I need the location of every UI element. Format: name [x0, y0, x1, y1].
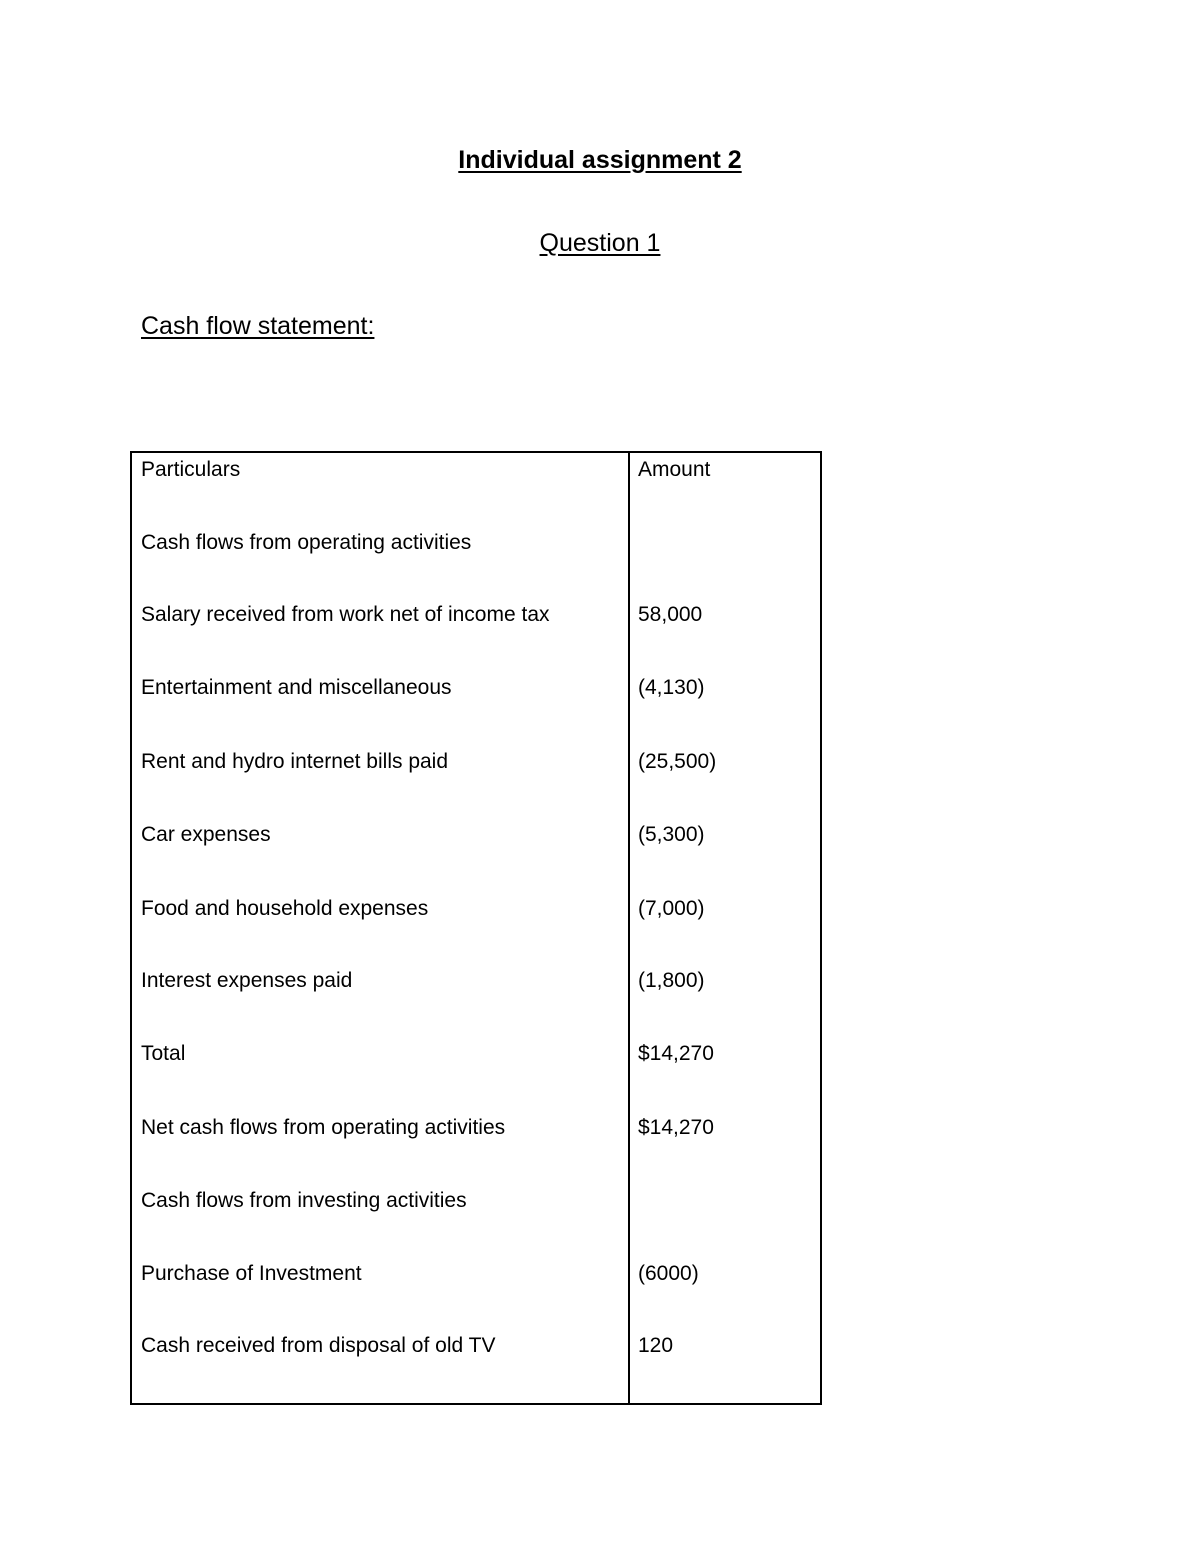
row-amount: (4,130): [638, 676, 705, 699]
table-row: [132, 746, 820, 778]
table-row: [132, 527, 820, 559]
row-amount: (5,300): [638, 823, 705, 846]
table-row: [132, 819, 820, 851]
row-amount: $14,270: [638, 1042, 714, 1065]
header-amount: Amount: [638, 458, 711, 481]
section-heading: Cash flow statement:: [141, 312, 375, 340]
table-header-row: [132, 454, 820, 486]
row-particular: Total: [141, 1042, 186, 1065]
header-particulars: Particulars: [141, 458, 241, 481]
row-amount: 120: [638, 1334, 674, 1357]
row-amount: $14,270: [638, 1116, 714, 1139]
question-title: Question 1: [539, 229, 661, 257]
row-amount: (25,500): [638, 750, 717, 773]
row-particular: Cash received from disposal of old TV: [141, 1334, 496, 1357]
row-amount: (7,000): [638, 897, 705, 920]
table-row: [132, 599, 820, 631]
row-particular: Cash flows from investing activities: [141, 1189, 467, 1212]
table-row: [132, 965, 820, 997]
row-particular: Net cash flows from operating activities: [141, 1116, 506, 1139]
row-amount: (6000): [638, 1262, 699, 1285]
table-row: [132, 672, 820, 704]
row-particular: Entertainment and miscellaneous: [141, 676, 452, 699]
table-row: [132, 1330, 820, 1362]
row-particular: Salary received from work net of income tax: [141, 603, 550, 626]
cash-flow-table: [130, 451, 822, 1405]
document-title: Individual assignment 2: [458, 146, 742, 174]
table-row: [132, 1185, 820, 1217]
row-particular: Food and household expenses: [141, 897, 429, 920]
table-row: [132, 1258, 820, 1290]
table-row: [132, 893, 820, 925]
table-row-total: [132, 1038, 820, 1070]
row-particular: Rent and hydro internet bills paid: [141, 750, 449, 773]
row-particular: Interest expenses paid: [141, 969, 353, 992]
row-amount: (1,800): [638, 969, 705, 992]
row-particular: Purchase of Investment: [141, 1262, 362, 1285]
row-amount: 58,000: [638, 603, 703, 626]
row-particular: Cash flows from operating activities: [141, 531, 472, 554]
table-row: [132, 1112, 820, 1144]
row-particular: Car expenses: [141, 823, 271, 846]
